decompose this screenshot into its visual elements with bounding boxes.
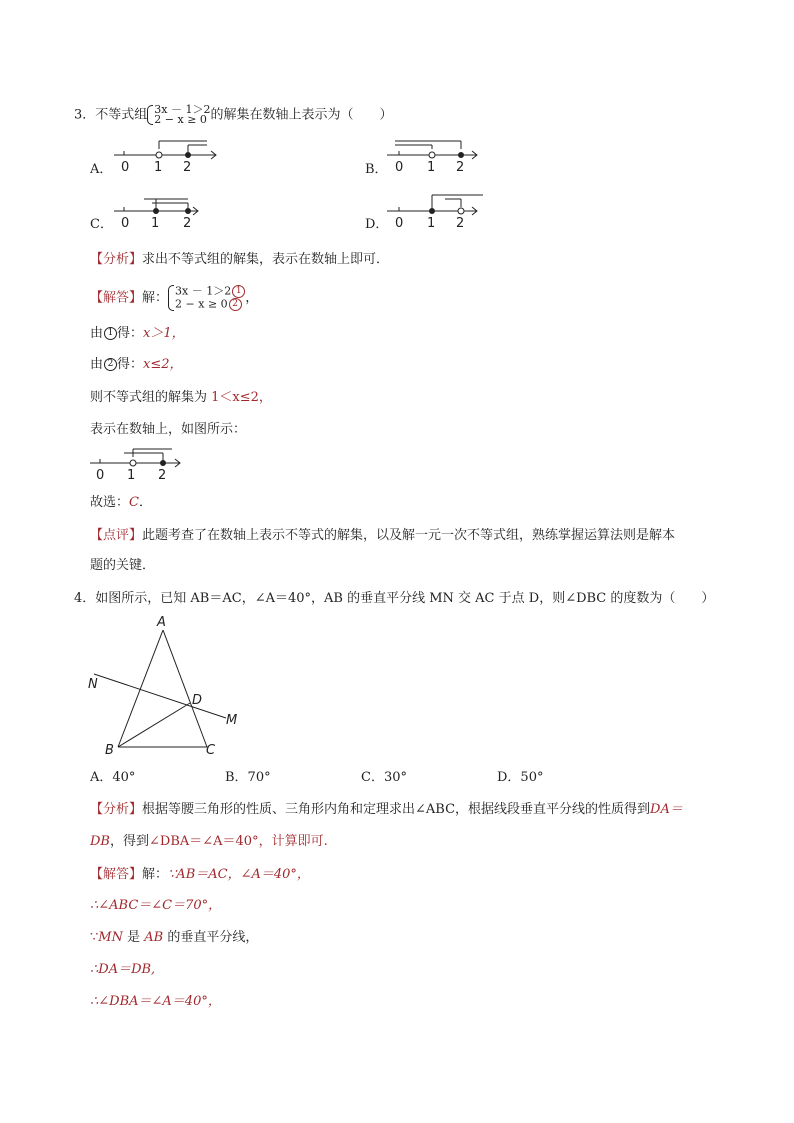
q3-option-d-numberline (385, 190, 495, 230)
q3-ans-sys-line2: 2 − x ≥ 0 (175, 297, 228, 311)
q4-option-c[interactable]: C．30° (361, 770, 407, 785)
q4-option-d[interactable]: D．50° (497, 770, 544, 785)
q3-step1 (90, 325, 185, 343)
q4-answer-lead: 解： (142, 867, 169, 882)
q4-analysis-cont (90, 833, 328, 851)
q4-analysis-line1: 根据等腰三角形的性质、三角形内角和定理求出∠ABC，根据线段垂直平分线的性质得到 (142, 802, 651, 817)
point-m-label: M (226, 713, 238, 728)
q3-stem (74, 105, 393, 125)
q4-answer-line3-mid: 是 (122, 930, 145, 945)
tick-label: 1 (127, 468, 136, 482)
q3-option-c-numberline (112, 194, 222, 230)
q4-analysis-mid: ，得到 (109, 834, 149, 849)
q3-step4-text: 表示在数轴上，如图所示： (90, 422, 247, 437)
q3-comment-line1: 此题考查了在数轴上表示不等式的解集，以及解一元一次不等式组，熟练掌握运算法则是解本 (142, 528, 676, 543)
q3-choice-letter: C (129, 495, 139, 510)
q3-step2-pre: 由 (90, 357, 104, 372)
q4-number: 4． (74, 591, 96, 606)
tick-label: 0 (395, 216, 404, 230)
circle-two-icon: 2 (104, 358, 117, 371)
q3-option-a-label[interactable]: A． (90, 162, 113, 177)
q3-choice (90, 494, 152, 512)
q4-answer-line2: ∴∠ABC＝∠C＝70°， (90, 898, 222, 913)
q3-step1-math: x＞1， (143, 326, 185, 341)
tick-label: 2 (456, 216, 465, 230)
q3-step3 (90, 389, 272, 407)
q3-step2-post: 得： (117, 357, 144, 372)
q3-analysis-text: 求出不等式组的解集，表示在数轴上即可． (142, 252, 390, 267)
q3-answer-numberline (88, 446, 188, 482)
q3-system (147, 105, 210, 125)
tick-label: 2 (183, 160, 192, 174)
q3-option-b-numberline (385, 138, 495, 174)
q3-analysis (90, 251, 389, 269)
q3-option-d-label[interactable]: D． (365, 217, 389, 232)
q4-stem (74, 590, 714, 608)
q3-step4 (90, 421, 246, 439)
q4-analysis-line2-red: ∠DBA＝∠A＝40°，计算即可. (149, 834, 328, 849)
q3-step1-pre: 由 (90, 326, 104, 341)
tick-label: 0 (395, 160, 404, 174)
q4-answer-line1: ∵AB＝AC，∠A＝40°， (168, 867, 310, 882)
q3-comment-tag: 【点评】 (90, 528, 143, 543)
tick-label: 0 (121, 160, 130, 174)
q4-analysis-db: DB (90, 834, 110, 849)
q4-answer (90, 866, 310, 884)
q3-analysis-tag: 【分析】 (90, 252, 143, 267)
tick-label: 1 (151, 216, 160, 230)
vertex-b-label: B (105, 743, 114, 758)
tick-label: 2 (456, 160, 465, 174)
q3-stem-post: 的解集在数轴上表示为（ ） (210, 107, 393, 123)
q3-sys-line2: 2 − x ≥ 0 (154, 113, 207, 126)
q3-option-a-numberline (112, 138, 222, 174)
q3-comment-cont: 题的关键． (90, 558, 156, 573)
q4-stem-text: 如图所示，已知 AB＝AC，∠A＝40°，AB 的垂直平分线 MN 交 AC 于点 D，则∠DBC 的度数为（ ） (95, 591, 715, 606)
q4-answer-line3-mn: MN (98, 930, 123, 945)
q4-analysis-tag: 【分析】 (90, 802, 143, 817)
q4-option-a[interactable]: A．40° (90, 770, 136, 785)
q3-answer (90, 285, 258, 311)
circle-one-icon: 1 (232, 285, 245, 298)
q3-answer-system (168, 285, 245, 311)
q4-answer-line3-ab: AB (144, 930, 164, 945)
tick-label: 2 (183, 216, 192, 230)
q3-step1-post: 得： (117, 326, 144, 341)
point-n-label: N (88, 677, 98, 692)
circle-one-icon: 1 (104, 327, 117, 340)
q3-answer-lead: 解： (142, 290, 169, 306)
circle-two-icon: 2 (229, 298, 242, 311)
tick-label: 1 (427, 216, 436, 230)
point-d-label: D (192, 693, 203, 708)
q4-answer-line3 (90, 929, 258, 947)
q4-answer-line3-pre: ∵ (90, 930, 99, 945)
q4-triangle-figure (84, 612, 254, 762)
q4-answer-line3-post: 的垂直平分线， (163, 930, 259, 945)
tick-label: 0 (96, 468, 105, 482)
q3-comment (90, 527, 675, 545)
q3-step2-math: x≤2， (143, 357, 183, 372)
q3-number: 3． (74, 107, 96, 123)
tick-label: 1 (154, 160, 163, 174)
q4-option-b[interactable]: B．70° (225, 770, 271, 785)
q4-analysis (90, 801, 683, 819)
q3-stem-pre: 不等式组 (95, 107, 148, 123)
q3-choice-post: ． (138, 495, 152, 510)
q3-answer-tag: 【解答】 (90, 290, 143, 306)
tick-label: 0 (121, 216, 130, 230)
q3-step3-text: 则不等式组的解集为 (90, 390, 212, 405)
q4-answer-line5: ∴∠DBA＝∠A＝40°， (90, 994, 221, 1009)
q3-ans-sys-line1: 3x － 1＞2 (175, 284, 232, 298)
q4-analysis-line1-red: DA＝ (650, 802, 683, 817)
q3-answer-comma: ， (245, 290, 259, 306)
tick-label: 1 (427, 160, 436, 174)
q3-option-b-label[interactable]: B． (365, 162, 388, 177)
q3-sys-line1: 3x － 1＞2 (154, 103, 211, 116)
q4-answer-line4: ∴DA＝DB, (90, 962, 156, 977)
q3-step2 (90, 356, 183, 374)
q3-step3-math: 1＜x≤2， (211, 390, 272, 405)
q3-choice-pre: 故选： (90, 495, 130, 510)
vertex-a-label: A (157, 615, 166, 630)
q4-answer-tag: 【解答】 (90, 867, 143, 882)
vertex-c-label: C (206, 743, 216, 758)
tick-label: 2 (158, 468, 167, 482)
q3-option-c-label[interactable]: C． (90, 217, 113, 232)
